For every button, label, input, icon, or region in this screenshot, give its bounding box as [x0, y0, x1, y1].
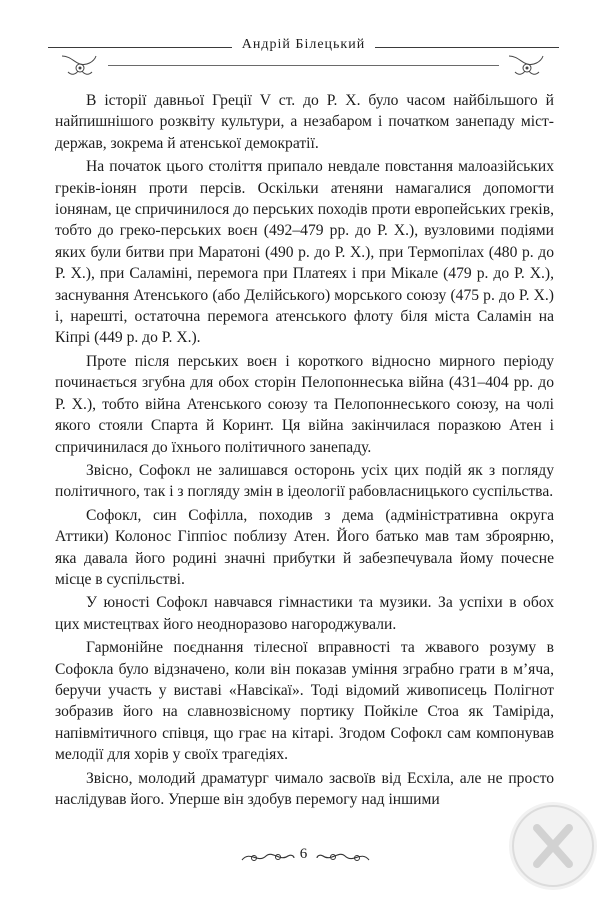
paragraph: Проте після перських воєн і короткого відносно мирного періоду починається згубна для обох сторін Пелопоннеська війна (431–404 рр. до Р. Х.), тобто війна Атенського союзу та Пелопоннеського союзу, на чолі якого стояли Спарта й Коринт. Ця війна закінчилася поразкою Атен і спричинилася до їхнього політичного занепаду.	[55, 352, 554, 456]
paragraph: На початок цього століття припало невдале повстання малоазійських греків-іонян проти персів. Оскільки атеняни намагалися допомогти іонянам, це спричинилося до перських походів проти европейських греків, тобто до греко-перських воєн (492–479 рр. до Р. Х.), вузловими подіями яких були битви при Маратоні (490 р. до Р. Х.), при Термопілах (480 р. до Р. Х.), при Саламіні, перемога при Платеях і при Мікале (479 р. до Р. Х.), заснування Атенського (або Делійського) морського союзу (475 р. до Р. Х.) і, нарешті, остаточна перемога атенського флоту біля міста Саламін на Кіпрі (449 р. до Р. Х.).	[55, 158, 554, 347]
paragraph: В історії давньої Греції V ст. до Р. Х. було часом найбільшого й найпишнішого розквіту культури, а незабаром і початком занепаду міст-держав, зокрема й атенської демократії.	[55, 92, 554, 152]
watermark-logo	[509, 802, 597, 890]
watermark-x-icon	[509, 802, 597, 890]
left-ornament-icon	[60, 52, 100, 78]
body-text	[55, 90, 554, 812]
right-ornament-icon	[507, 52, 547, 78]
page-number: 6	[299, 846, 308, 862]
header-underline	[108, 65, 499, 66]
paragraph: Звісно, молодий драматург чимало засвоїв від Есхіла, але не просто наслідував його. Уперше він здобув перемогу над іншими	[55, 769, 554, 808]
header-author: Андрій Білецький	[232, 37, 375, 52]
footer-right-flourish-icon	[315, 848, 371, 866]
paragraph: Гармонійне поєднання тілесної вправності та жвавого розуму в Софокла було відзначено, коли він показав уміння зграбно грати в м’яча, беручи участь у виставі «Навсікаї». Тоді відомий живописець Полігнот зобразив його на славнозвісному портику Пойкіле Стоа як Таміріда, напівмітичного співця, що грає на кітарі. Згодом Софокл сам компонував мелодії для хорів у своїх трагедіях.	[55, 639, 554, 764]
paragraph: У юності Софокл навчався гімнастики та музики. За успіхи в обох цих мистецтвах його неодноразово нагороджували.	[55, 594, 554, 633]
paragraph: Софокл, син Софілла, походив з дема (адміністративна округа Аттики) Колонос Гіппіос поблизу Атен. Його батько мав там зброярню, яка давала його родині значні прибутки й забезпечувала йому почесне місце в суспільстві.	[55, 506, 554, 588]
paragraph: Звісно, Софокл не залишався осторонь усіх цих подій як з погляду політичного, так і з погляду змін в ідеології рабовласницького суспільства.	[55, 461, 554, 501]
running-header	[48, 36, 559, 76]
header-author-wrap	[48, 37, 559, 53]
